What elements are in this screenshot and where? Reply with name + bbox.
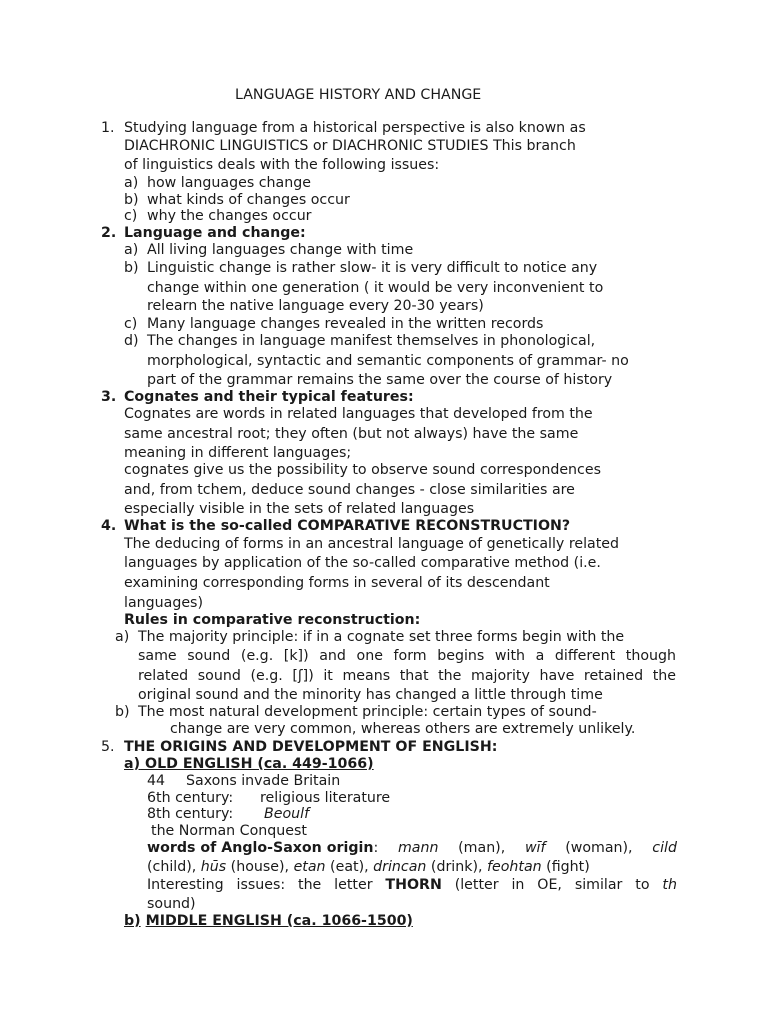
list-item-line: morphological, syntactic and semantic components of grammar- no: [147, 353, 629, 369]
word-oe: etan: [293, 859, 326, 875]
section-1-line-2: [124, 137, 576, 155]
list-marker: b): [124, 192, 139, 208]
timeline-event: religious literature: [260, 790, 391, 806]
section-2-heading: Language and change:: [124, 225, 306, 241]
section-1-line-1: Studying language from a historical perspective is also known as: [124, 120, 586, 136]
section-5-number: 5.: [101, 739, 115, 755]
list-item-line: The most natural development principle: certain types of sound-: [138, 704, 597, 720]
section-4-number: 4.: [101, 518, 117, 534]
list-item-line: change within one generation ( it would be very inconvenient to: [147, 280, 604, 296]
paragraph-line: meaning in different languages;: [124, 445, 352, 461]
word-gloss: (man),: [458, 840, 506, 856]
paragraph-line: same ancestral root; they often (but not always) have the same: [124, 426, 579, 442]
word-gloss: (fight): [541, 859, 590, 875]
list-item-line: part of the grammar remains the same over the course of history: [147, 372, 613, 388]
text-word: issues:: [236, 877, 286, 893]
text-word: letter: [334, 877, 373, 893]
words-label: words of Anglo-Saxon origin: [147, 840, 374, 856]
term-diachronic-linguistics: DIACHRONIC LINGUISTICS: [124, 138, 309, 154]
list-marker: b): [115, 704, 130, 720]
section-4-heading: What is the so-called COMPARATIVE RECONSTRUCTION?: [124, 518, 571, 534]
list-item: how languages change: [147, 175, 311, 191]
timeline-date: 8th century:: [147, 806, 234, 822]
paragraph-line: Cognates are words in related languages that developed from the: [124, 406, 593, 422]
word-gloss: (house),: [226, 859, 294, 875]
list-item-line: Linguistic change is rather slow- it is very difficult to notice any: [147, 260, 598, 276]
text-word: to: [635, 877, 650, 893]
list-marker: a): [124, 242, 139, 258]
rules-heading: Rules in comparative reconstruction:: [124, 612, 421, 628]
list-item: All living languages change with time: [147, 242, 414, 258]
timeline-event: Beoulf: [264, 806, 310, 822]
word-oe: cild: [652, 840, 677, 856]
section-2-number: 2.: [101, 225, 117, 241]
list-item-line: change are very common, whereas others are extremely unlikely.: [170, 721, 636, 737]
list-marker: b): [124, 260, 139, 276]
paragraph-line: and, from tchem, deduce sound changes - close similarities are: [124, 482, 575, 498]
thorn-term: THORN: [385, 877, 442, 893]
section-1-line-3: of linguistics deals with the following issues:: [124, 157, 440, 173]
middle-english-heading: [124, 912, 413, 930]
list-marker: c): [124, 316, 138, 332]
list-item-line: related sound (e.g. [ʃ]) it means that the majority have retained the: [138, 668, 676, 684]
word-oe: hūs: [200, 859, 227, 875]
text-word: Interesting: [147, 877, 224, 893]
list-item: what kinds of changes occur: [147, 192, 350, 208]
timeline-event: Saxons invade Britain: [186, 773, 341, 789]
list-item-line: relearn the native language every 20-30 years): [147, 298, 484, 314]
word-oe: wīf: [524, 840, 546, 856]
paragraph-line: cognates give us the possibility to observe sound correspondences: [124, 462, 601, 478]
word-gloss: (woman),: [565, 840, 633, 856]
list-item-line: same sound (e.g. [k]) and one form begins with a different though: [138, 648, 676, 664]
word-oe: drincan: [373, 859, 427, 875]
section-5-heading: THE ORIGINS AND DEVELOPMENT OF ENGLISH:: [124, 739, 498, 755]
section-3-heading: Cognates and their typical features:: [124, 389, 414, 405]
words-label-group: [147, 839, 378, 857]
text-word: in: [511, 877, 525, 893]
timeline-date: 6th century:: [147, 790, 234, 806]
paragraph-line: The deducing of forms in an ancestral language of genetically related: [124, 536, 620, 552]
old-english-title: OLD ENGLISH (ca. 449-1066): [140, 756, 374, 772]
word-gloss: (eat),: [325, 859, 374, 875]
middle-english-title: MIDDLE ENGLISH (ca. 1066-1500): [145, 913, 413, 929]
word-oe: mann: [397, 840, 439, 856]
text-word: (letter: [454, 877, 499, 893]
list-marker: d): [124, 333, 139, 349]
list-marker: c): [124, 208, 138, 224]
list-item-line: original sound and the minority has changed a little through time: [138, 687, 603, 703]
term-diachronic-studies: DIACHRONIC STUDIES: [331, 138, 489, 154]
paragraph-line: languages by application of the so-called comparative method (i.e.: [124, 555, 601, 571]
list-marker: a): [124, 175, 139, 191]
interesting-line-1: [147, 876, 677, 894]
list-item-line: The changes in language manifest themselves in phonological,: [147, 333, 596, 349]
word-oe: feohtan: [487, 859, 542, 875]
paragraph-line: languages): [124, 595, 203, 611]
list-marker: a): [115, 629, 130, 645]
words-line-2: [147, 858, 590, 876]
timeline-date: 44: [147, 773, 166, 789]
section-3-number: 3.: [101, 389, 117, 405]
timeline-event: the Norman Conquest: [151, 823, 307, 839]
list-item: why the changes occur: [147, 208, 312, 224]
page-title: LANGUAGE HISTORY AND CHANGE: [235, 87, 482, 103]
word-gloss: (drink),: [426, 859, 487, 875]
or-text: or: [308, 138, 332, 154]
branch-text: This branch: [488, 138, 576, 154]
list-item: Many language changes revealed in the written records: [147, 316, 544, 332]
interesting-line-2: sound): [147, 896, 196, 912]
text-word: similar: [574, 877, 623, 893]
th-term: th: [662, 877, 677, 893]
middle-english-marker: b): [124, 913, 141, 929]
colon: :: [373, 840, 379, 856]
text-word: the: [298, 877, 322, 893]
word-gloss: (child),: [147, 859, 201, 875]
words-line-1: [147, 839, 677, 857]
section-1-number: 1.: [101, 120, 115, 136]
list-item-line: The majority principle: if in a cognate set three forms begin with the: [138, 629, 625, 645]
old-english-heading: [124, 755, 374, 773]
paragraph-line: especially visible in the sets of related languages: [124, 501, 475, 517]
text-word: OE,: [537, 877, 562, 893]
old-english-marker: a): [124, 756, 141, 772]
paragraph-line: examining corresponding forms in several of its descendant: [124, 575, 550, 591]
